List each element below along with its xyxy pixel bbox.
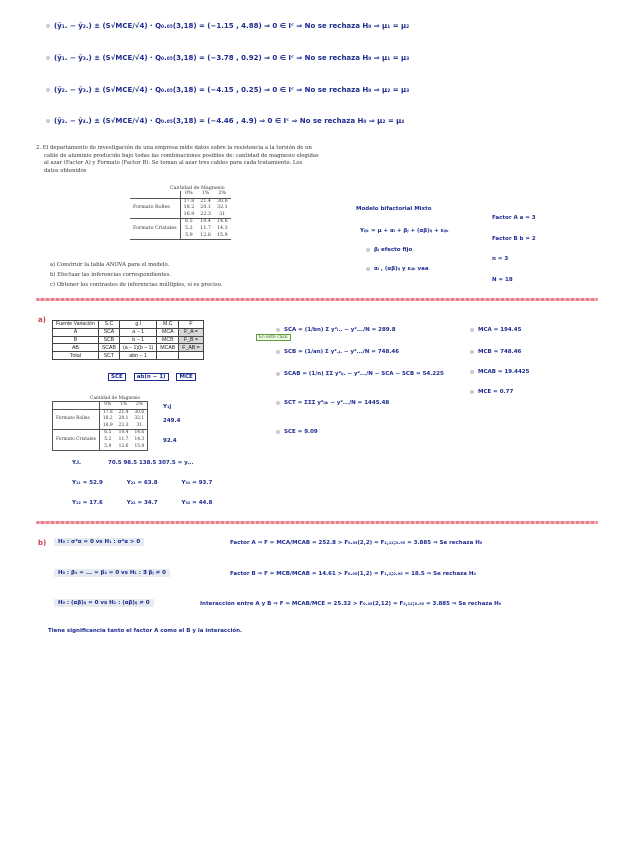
contrast-lhs: (ȳ₂. − ȳ₄.) ± (S√MCE/√4) · Q₀.₀₅(3,18) bbox=[54, 117, 197, 125]
bullet-icon bbox=[46, 24, 50, 28]
problem-text: cable de aluminio producido bajo todas las combinaciones posibles de: cantidad de magnesio elegidas bbox=[44, 152, 319, 159]
contrast-line bbox=[46, 86, 409, 94]
N-value: N = 18 bbox=[492, 277, 513, 283]
contrast-lhs: (ȳ₂. − ȳ₃.) ± (S√MCE/√4) · Q₀.₀₅(3,18) bbox=[54, 86, 197, 94]
bullet-icon bbox=[46, 56, 50, 60]
mean-square: MCAB = 19.4425 bbox=[470, 369, 529, 375]
row-total-label: Y₁j bbox=[163, 404, 172, 410]
factor-a: Factor A a = 3 bbox=[492, 215, 536, 221]
model-title: Modelo bifactorial Mixto bbox=[356, 206, 432, 212]
annotation-note: En este caso bbox=[256, 334, 291, 341]
bullet-icon bbox=[46, 88, 50, 92]
bullet-icon bbox=[276, 401, 280, 405]
test-result: Factor A ⇒ F = MCA/MCAB = 252.8 > F₀.₀₅(2,2) = F₂,₁₂;₀.₉₅ = 3.885 ⇒ Se rechaza H₀ bbox=[230, 540, 483, 546]
bullet-icon bbox=[276, 350, 280, 354]
test-result: Interacción entre A y B ⇒ F = MCAB/MCE = 25.32 > F₀.₀₅(2,12) = F₂,₁₂;₀.₉₅ = 3.885 ⇒ Se rechaza H₀ bbox=[200, 601, 502, 607]
contrast-line bbox=[46, 22, 409, 30]
cell-totals-row: Y₁₁ = 52.9 Y₂₁ = 63.8 Y₃₁ = 93.7 bbox=[72, 480, 213, 486]
bullet-icon bbox=[470, 328, 474, 332]
data-table: 0% 1% 2% 17.8 21.4 30.6 Formato Rolles 18.2 20.1 32.1 16.9 22.3 31 6.5 10.4 14.6 Formato Cristales 5.2 11.7 14.3 5.9 12.6 15.9 bbox=[130, 191, 231, 240]
problem-items bbox=[50, 260, 222, 290]
section-a-label: a) bbox=[38, 316, 46, 324]
test-result: Factor B ⇒ F = MCB/MCAB = 14.61 > F₀.₀₅(1,2) = F₁,₂;₀.₉₅ = 18.5 ⇒ Se rechaza H₀ bbox=[230, 571, 476, 577]
magnesium-table-small bbox=[52, 396, 148, 451]
sum-squares: SCAB = (1/n) ΣΣ y²ᵢⱼ. − y².../N − SCA − SCB = 54.225 bbox=[276, 371, 444, 377]
n-value: n = 3 bbox=[492, 256, 509, 262]
problem-number: 2. bbox=[36, 145, 42, 151]
row-total: 92.4 bbox=[163, 438, 177, 444]
contrast-rhs: = (−4.15 , 0.25) ⇒ 0 ∈ Iᶜ ⇒ No se rechaza H₀ ⇒ μ₂ = μ₃ bbox=[199, 86, 410, 94]
col-totals: 70.5 98.5 138.5 307.5 = y... bbox=[108, 460, 194, 466]
col-total-label: Y.i. bbox=[72, 460, 82, 466]
row-total: 249.4 bbox=[163, 418, 181, 424]
section-divider bbox=[36, 521, 598, 524]
hypothesis-row bbox=[54, 539, 144, 545]
bullet-icon bbox=[276, 372, 280, 376]
sum-squares: SCE = 9.09 bbox=[276, 429, 318, 435]
contrast-rhs: = (−3.78 , 0.92) ⇒ 0 ∈ Iᶜ ⇒ No se rechaza H₀ ⇒ μ₁ = μ₃ bbox=[199, 54, 410, 62]
bullet-icon bbox=[276, 328, 280, 332]
problem-item: c) Obtener los contrastes de inferencias múltiples, si es preciso. bbox=[50, 282, 223, 288]
model-note: αᵢ , (αβ)ᵢⱼ y εᵢⱼₖ vaa bbox=[366, 266, 429, 272]
table-caption: Cantidad de Magnesio bbox=[169, 186, 225, 191]
contrast-line bbox=[46, 117, 404, 125]
problem-text: El departamento de investigación de una empresa mide datos sobre la resistencia a la torsión de un bbox=[42, 145, 312, 151]
section-divider bbox=[36, 298, 598, 301]
hypothesis-row bbox=[54, 600, 154, 606]
table-caption: Cantidad de Magnesio bbox=[90, 396, 141, 401]
hypothesis-row bbox=[54, 570, 170, 576]
hypothesis: H₀ : σ²α = 0 vs H₁ : σ²α > 0 bbox=[54, 538, 144, 546]
factor-b: Factor B b = 2 bbox=[492, 236, 536, 242]
sum-squares: SCA = (1/bn) Σ y²ᵢ.. − y².../N = 289.8 bbox=[276, 327, 396, 333]
magnesium-table bbox=[130, 186, 231, 240]
conclusion: Tiene significancia tanto el factor A como el B y la interacción. bbox=[48, 628, 243, 634]
anova-table: Fuente Variación S.C g.l M.C F A SCA a − 1 MCA F_A = B SCB b − 1 MCB F_B = AB SCAB (a − 1)(b − 1) MCAB F_AB = Total SCT abn − 1 bbox=[52, 320, 204, 360]
bullet-icon bbox=[470, 370, 474, 374]
anova-table-wrap bbox=[52, 320, 204, 360]
mean-square: MCE = 0.77 bbox=[470, 389, 513, 395]
problem-statement bbox=[36, 145, 319, 175]
contrast-rhs: = (−4.46 , 4.9) ⇒ 0 ∈ Iᶜ ⇒ No se rechaza H₀ ⇒ μ₂ = μ₄ bbox=[199, 117, 405, 125]
mean-square: MCA = 194.45 bbox=[470, 327, 521, 333]
anova-extra-row: SCE ab(n − 1) MCE bbox=[108, 374, 196, 380]
contrast-rhs: = (−1.15 , 4.88) ⇒ 0 ∈ Iᶜ ⇒ No se rechaza H₀ ⇒ μ₁ = μ₂ bbox=[199, 22, 410, 30]
problem-text: datos obtenidos bbox=[44, 167, 87, 174]
problem-text: al azar (Factor A) y Formato (Factor B). Se toman al azar tres cables para cada tratamiento. Los bbox=[44, 160, 303, 167]
bullet-icon bbox=[470, 350, 474, 354]
sum-squares: SCT = ΣΣΣ y²ᵢⱼₖ − y².../N = 1445.48 bbox=[276, 400, 389, 406]
contrast-lhs: (ȳ₁. − ȳ₃.) ± (S√MCE/√4) · Q₀.₀₅(3,18) bbox=[54, 54, 197, 62]
problem-item: b) Efectuar las inferencias correspondientes. bbox=[50, 272, 172, 278]
row-label: Formato Cristales bbox=[133, 225, 177, 231]
bullet-icon bbox=[276, 430, 280, 434]
row-label: Formato Rolles bbox=[133, 205, 170, 211]
contrast-lhs: (ȳ₁. − ȳ₂.) ± (S√MCE/√4) · Q₀.₀₅(3,18) bbox=[54, 22, 197, 30]
model-note: βⱼ efecto fijo bbox=[366, 247, 412, 253]
cell-totals-row: Y₁₂ = 17.6 Y₂₂ = 34.7 Y₃₂ = 44.8 bbox=[72, 500, 213, 506]
contrast-line bbox=[46, 54, 409, 62]
bullet-icon bbox=[366, 248, 370, 252]
hypothesis: H₀ : β₁ = ... = β₂ = 0 vs H₁ : ∃ βⱼ ≠ 0 bbox=[54, 569, 170, 577]
problem-item: a) Construir la tabla ANOVA para el modelo. bbox=[50, 262, 170, 268]
section-b-label: b) bbox=[38, 539, 47, 547]
data-table: 0% 1% 2% 17.8 21.4 30.6 Formato Rolles 18.2 20.1 32.1 16.9 22.3 31 6.5 10.4 14.6 Formato Cristales 5.2 11.7 14.3 5.9 12.6 15.9 bbox=[52, 401, 148, 451]
bullet-icon bbox=[366, 267, 370, 271]
bullet-icon bbox=[470, 390, 474, 394]
sum-squares: SCB = (1/an) Σ y².ⱼ. − y².../N = 748.46 bbox=[276, 349, 399, 355]
mean-square: MCB = 748.46 bbox=[470, 349, 521, 355]
model-equation: Yᵢⱼₖ = μ + αᵢ + βⱼ + (αβ)ᵢⱼ + εᵢⱼₖ bbox=[360, 228, 449, 234]
bullet-icon bbox=[46, 119, 50, 123]
hypothesis: H₀ : (αβ)ᵢⱼ = 0 vs H₁ : (αβ)ᵢⱼ ≠ 0 bbox=[54, 599, 154, 607]
